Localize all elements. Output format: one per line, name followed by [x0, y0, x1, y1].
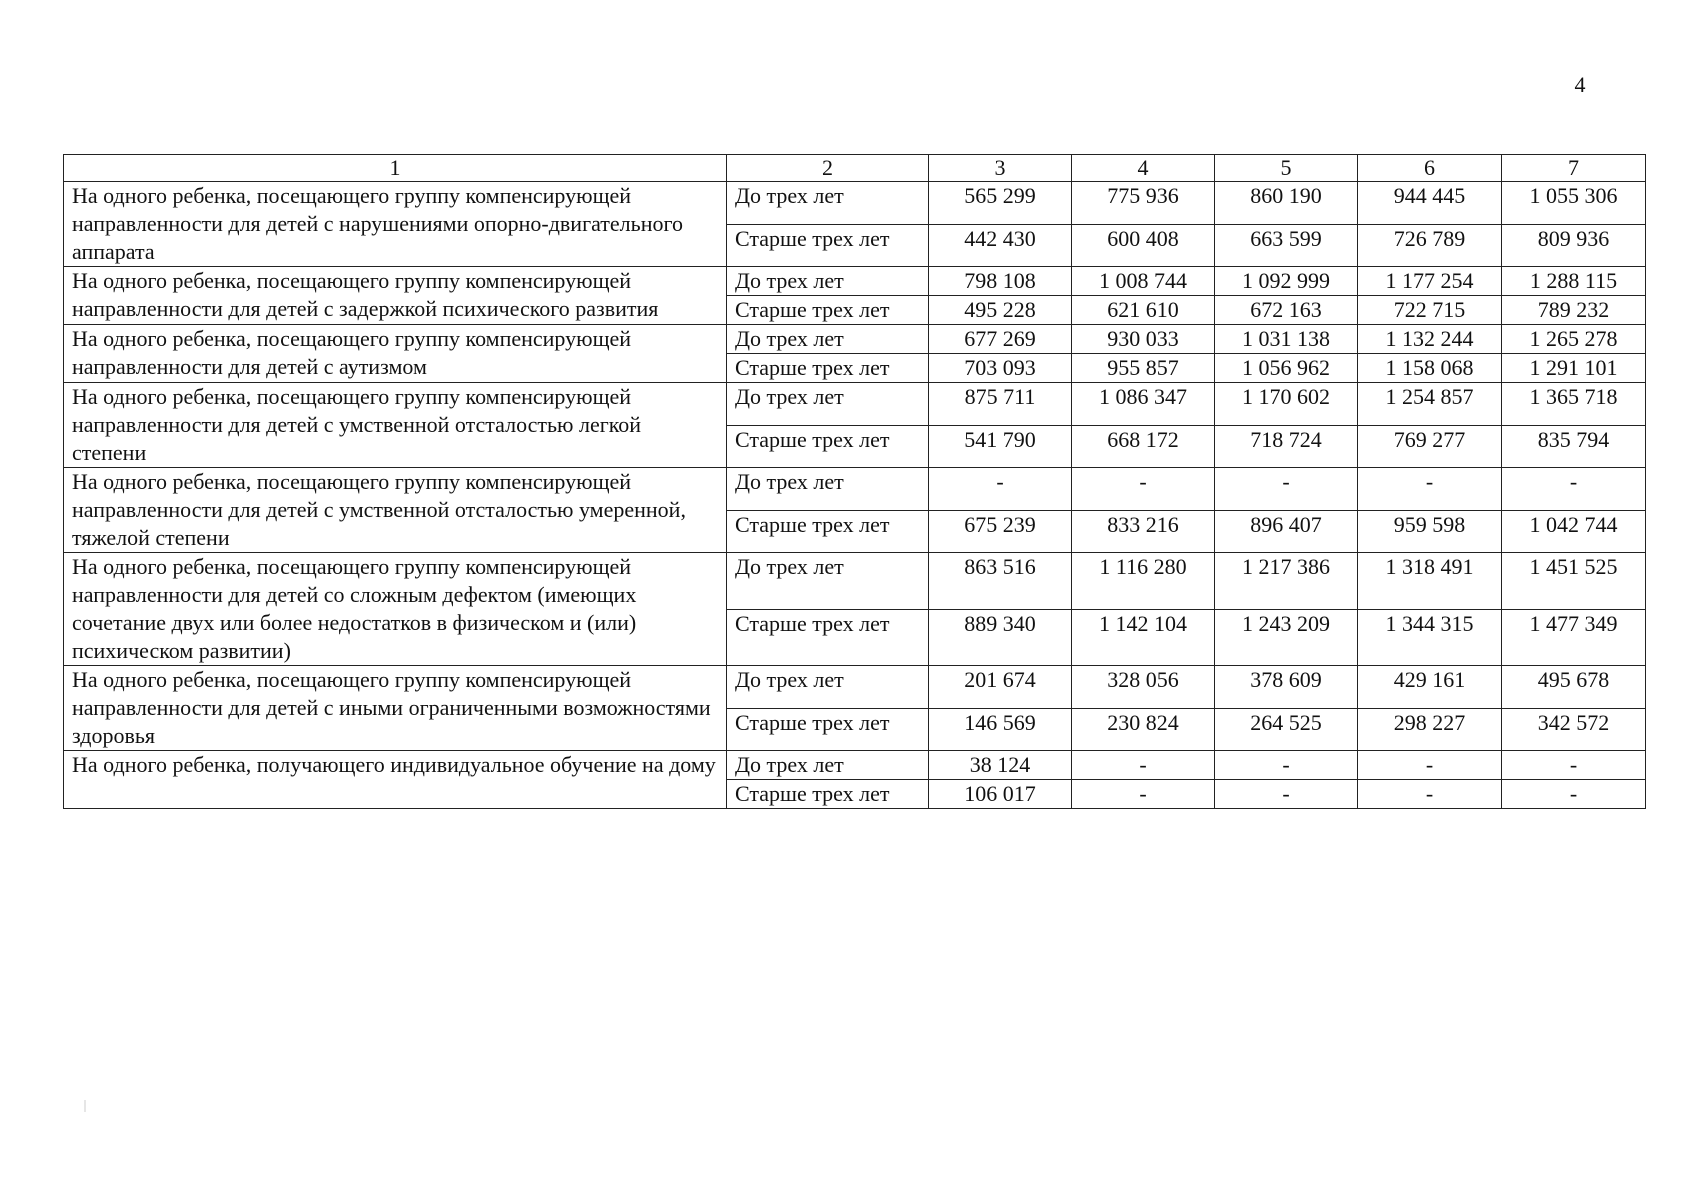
age-group-cell: Старше трех лет [727, 708, 929, 751]
tariff-table [63, 154, 1646, 809]
value-cell: 1 291 101 [1502, 354, 1646, 383]
value-cell: 930 033 [1072, 325, 1215, 354]
value-cell: 1 365 718 [1502, 383, 1646, 426]
value-cell: - [1072, 468, 1215, 511]
value-cell: - [1502, 751, 1646, 780]
value-cell: 1 008 744 [1072, 267, 1215, 296]
value-cell: 1 170 602 [1215, 383, 1358, 426]
table-row [64, 182, 1646, 225]
value-cell: 726 789 [1358, 224, 1502, 267]
age-group-cell: До трех лет [727, 751, 929, 780]
value-cell: 201 674 [929, 666, 1072, 709]
value-cell: - [1215, 780, 1358, 809]
value-cell: 1 265 278 [1502, 325, 1646, 354]
value-cell: 833 216 [1072, 510, 1215, 553]
age-group-cell: До трех лет [727, 468, 929, 511]
category-description: На одного ребенка, посещающего группу компенсирующей направленности для детей с аутизмом [64, 325, 727, 383]
table-row [64, 468, 1646, 511]
value-cell: 663 599 [1215, 224, 1358, 267]
value-cell: 38 124 [929, 751, 1072, 780]
value-cell: 789 232 [1502, 296, 1646, 325]
age-group-cell: До трех лет [727, 666, 929, 709]
value-cell: 896 407 [1215, 510, 1358, 553]
value-cell: 1 132 244 [1358, 325, 1502, 354]
value-cell: 106 017 [929, 780, 1072, 809]
value-cell: 495 678 [1502, 666, 1646, 709]
value-cell: - [1215, 468, 1358, 511]
value-cell: 722 715 [1358, 296, 1502, 325]
header-cell: 6 [1358, 155, 1502, 182]
table-row [64, 267, 1646, 296]
value-cell: 1 042 744 [1502, 510, 1646, 553]
value-cell: 1 092 999 [1215, 267, 1358, 296]
value-cell: - [1215, 751, 1358, 780]
category-description: На одного ребенка, получающего индивидуальное обучение на дому [64, 751, 727, 809]
value-cell: 675 239 [929, 510, 1072, 553]
age-group-cell: До трех лет [727, 182, 929, 225]
value-cell: 703 093 [929, 354, 1072, 383]
value-cell: 769 277 [1358, 425, 1502, 468]
header-cell: 1 [64, 155, 727, 182]
value-cell: 230 824 [1072, 708, 1215, 751]
table-row [64, 383, 1646, 426]
age-group-cell: Старше трех лет [727, 609, 929, 666]
header-cell: 3 [929, 155, 1072, 182]
table-body [64, 155, 1646, 809]
value-cell: - [1072, 751, 1215, 780]
value-cell: 668 172 [1072, 425, 1215, 468]
age-group-cell: Старше трех лет [727, 510, 929, 553]
value-cell: 378 609 [1215, 666, 1358, 709]
value-cell: 146 569 [929, 708, 1072, 751]
value-cell: 809 936 [1502, 224, 1646, 267]
value-cell: 1 344 315 [1358, 609, 1502, 666]
age-group-cell: До трех лет [727, 267, 929, 296]
scan-artifact [84, 1100, 86, 1112]
value-cell: 672 163 [1215, 296, 1358, 325]
value-cell: 328 056 [1072, 666, 1215, 709]
value-cell: 875 711 [929, 383, 1072, 426]
value-cell: 718 724 [1215, 425, 1358, 468]
value-cell: 1 056 962 [1215, 354, 1358, 383]
value-cell: 1 158 068 [1358, 354, 1502, 383]
value-cell: 495 228 [929, 296, 1072, 325]
value-cell: 342 572 [1502, 708, 1646, 751]
value-cell: 1 288 115 [1502, 267, 1646, 296]
age-group-cell: Старше трех лет [727, 354, 929, 383]
value-cell: 621 610 [1072, 296, 1215, 325]
value-cell: 959 598 [1358, 510, 1502, 553]
value-cell: 1 318 491 [1358, 553, 1502, 610]
header-cell: 2 [727, 155, 929, 182]
age-group-cell: Старше трех лет [727, 780, 929, 809]
value-cell: 1 217 386 [1215, 553, 1358, 610]
category-description: На одного ребенка, посещающего группу компенсирующей направленности для детей с задержкой психического развития [64, 267, 727, 325]
value-cell: 1 177 254 [1358, 267, 1502, 296]
category-description: На одного ребенка, посещающего группу компенсирующей направленности для детей с иными ограниченными возможностями здоровья [64, 666, 727, 751]
value-cell: 600 408 [1072, 224, 1215, 267]
value-cell: - [1502, 468, 1646, 511]
page-number: 4 [1574, 72, 1586, 97]
value-cell: 677 269 [929, 325, 1072, 354]
value-cell: 955 857 [1072, 354, 1215, 383]
header-cell: 5 [1215, 155, 1358, 182]
age-group-cell: До трех лет [727, 383, 929, 426]
value-cell: 264 525 [1215, 708, 1358, 751]
value-cell: - [1358, 780, 1502, 809]
value-cell: - [1072, 780, 1215, 809]
value-cell: 1 031 138 [1215, 325, 1358, 354]
value-cell: 775 936 [1072, 182, 1215, 225]
header-row [64, 155, 1646, 182]
value-cell: 1 477 349 [1502, 609, 1646, 666]
value-cell: 835 794 [1502, 425, 1646, 468]
age-group-cell: Старше трех лет [727, 425, 929, 468]
table-row [64, 666, 1646, 709]
value-cell: 1 116 280 [1072, 553, 1215, 610]
value-cell: 889 340 [929, 609, 1072, 666]
category-description: На одного ребенка, посещающего группу компенсирующей направленности для детей с нарушениями опорно-двигательного аппарата [64, 182, 727, 267]
value-cell: 1 254 857 [1358, 383, 1502, 426]
value-cell: 1 451 525 [1502, 553, 1646, 610]
value-cell: 565 299 [929, 182, 1072, 225]
header-cell: 7 [1502, 155, 1646, 182]
age-group-cell: До трех лет [727, 553, 929, 610]
value-cell: 860 190 [1215, 182, 1358, 225]
category-description: На одного ребенка, посещающего группу компенсирующей направленности для детей с умственной отсталостью легкой степени [64, 383, 727, 468]
value-cell: 1 243 209 [1215, 609, 1358, 666]
category-description: На одного ребенка, посещающего группу компенсирующей направленности для детей со сложным дефектом (имеющих сочетание двух или более недостатков в физическом и (или) психическом развитии) [64, 553, 727, 666]
age-group-cell: Старше трех лет [727, 224, 929, 267]
category-description: На одного ребенка, посещающего группу компенсирующей направленности для детей с умственной отсталостью умеренной, тяжелой степени [64, 468, 727, 553]
value-cell: 442 430 [929, 224, 1072, 267]
value-cell: 1 142 104 [1072, 609, 1215, 666]
table-row [64, 553, 1646, 610]
value-cell: 541 790 [929, 425, 1072, 468]
value-cell: - [1502, 780, 1646, 809]
value-cell: 798 108 [929, 267, 1072, 296]
value-cell: - [929, 468, 1072, 511]
table-row [64, 325, 1646, 354]
value-cell: 298 227 [1358, 708, 1502, 751]
value-cell: 429 161 [1358, 666, 1502, 709]
value-cell: 1 086 347 [1072, 383, 1215, 426]
age-group-cell: До трех лет [727, 325, 929, 354]
value-cell: 863 516 [929, 553, 1072, 610]
value-cell: 1 055 306 [1502, 182, 1646, 225]
value-cell: - [1358, 751, 1502, 780]
value-cell: - [1358, 468, 1502, 511]
age-group-cell: Старше трех лет [727, 296, 929, 325]
value-cell: 944 445 [1358, 182, 1502, 225]
header-cell: 4 [1072, 155, 1215, 182]
table-row [64, 751, 1646, 780]
